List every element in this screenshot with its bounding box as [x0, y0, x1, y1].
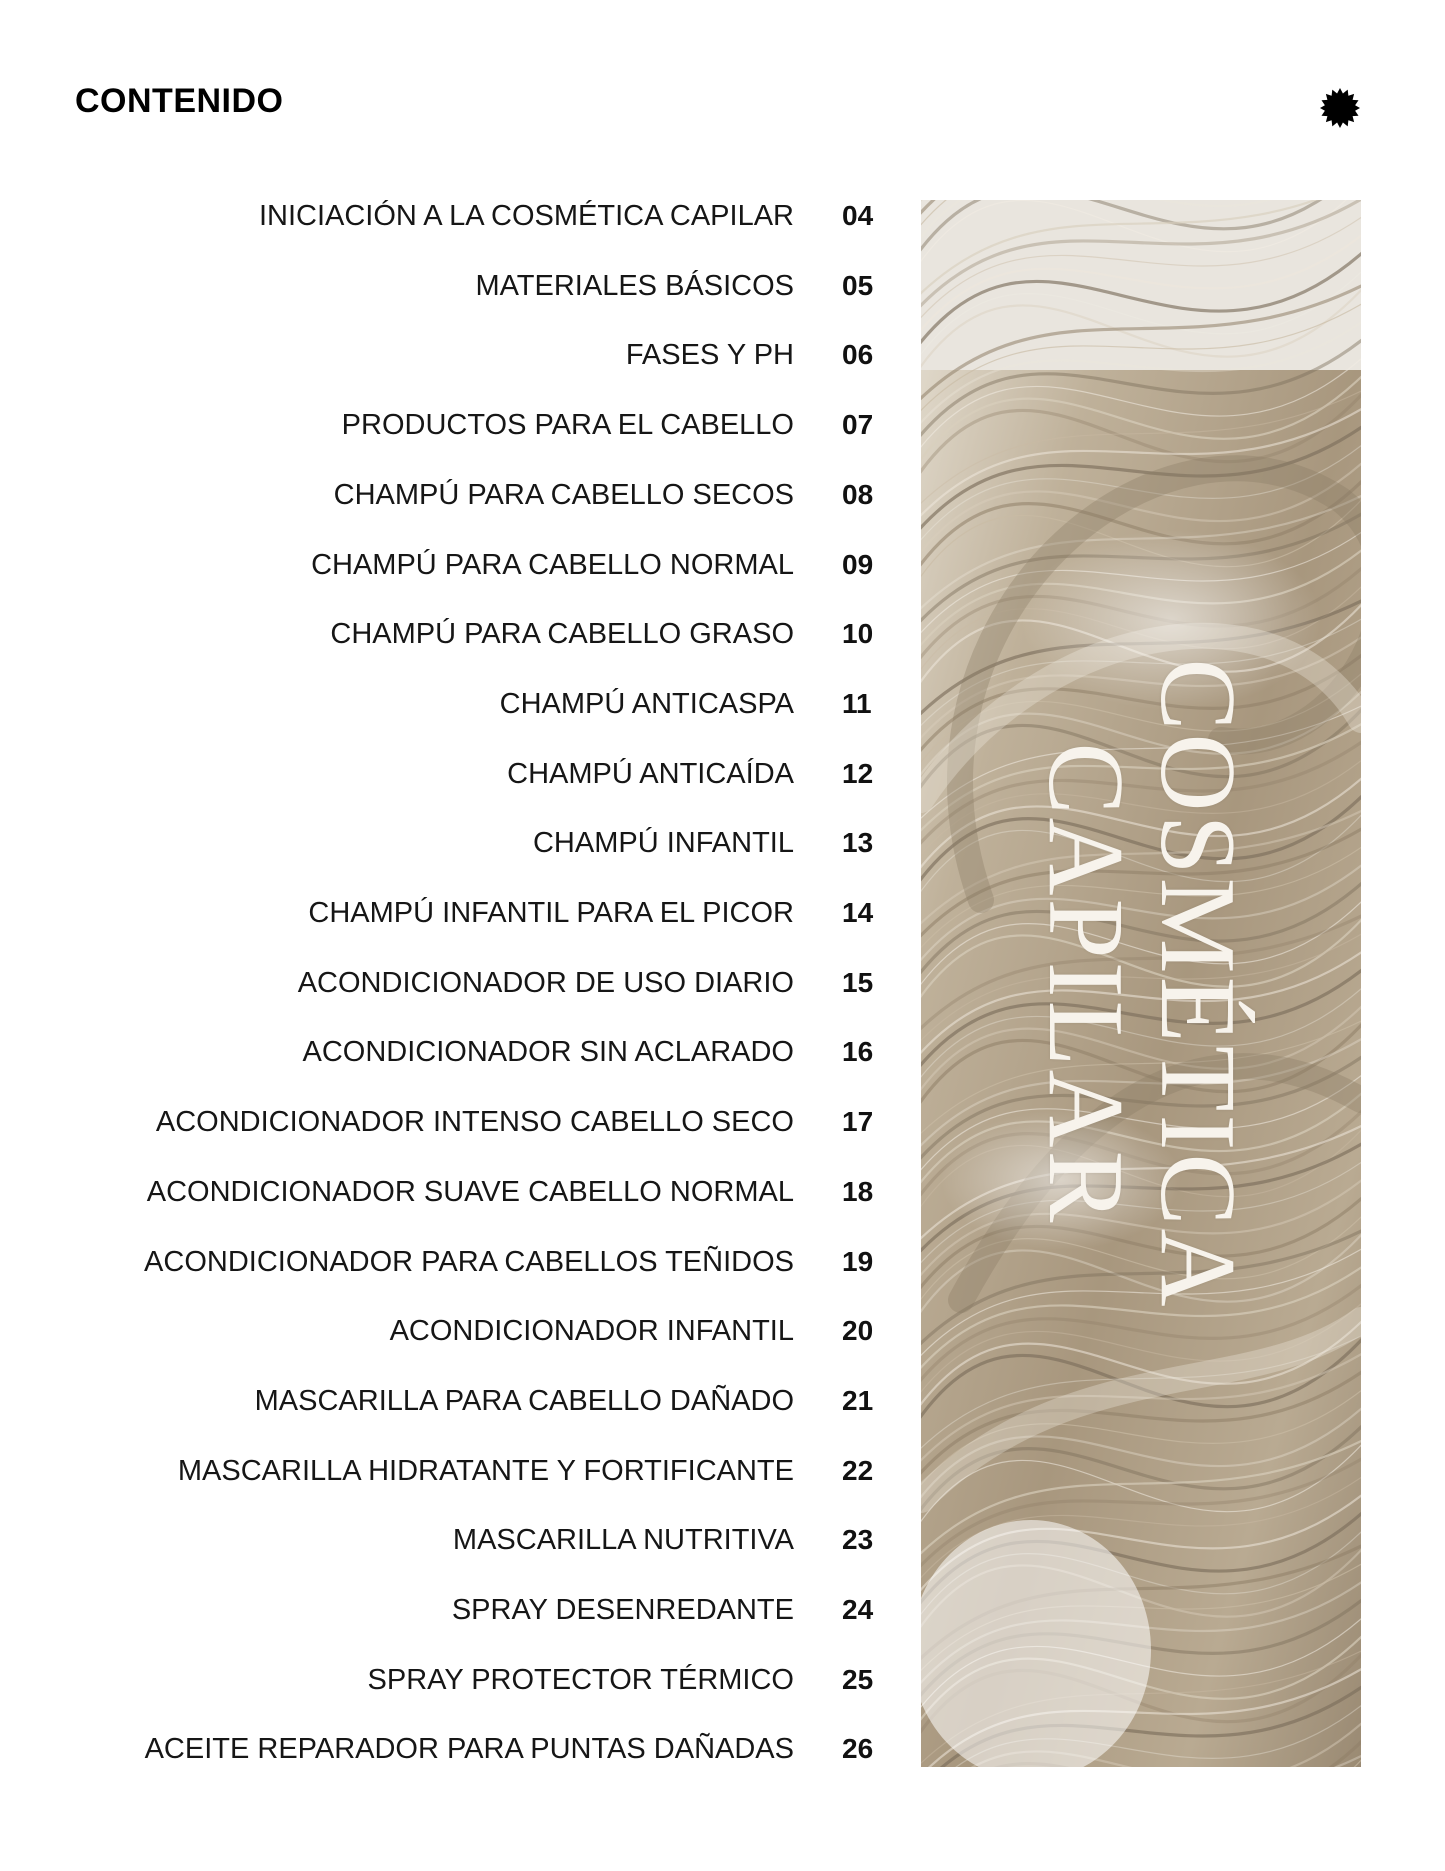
toc-entry-title: CHAMPÚ PARA CABELLO NORMAL [311, 549, 794, 581]
toc-entry-page-number: 11 [842, 688, 872, 719]
toc-entry-title: CHAMPÚ PARA CABELLO GRASO [330, 618, 794, 650]
toc-entry[interactable] [0, 1032, 900, 1072]
toc-entry-title: ACONDICIONADOR INTENSO CABELLO SECO [155, 1106, 794, 1138]
toc-entry-page-number: 21 [842, 1385, 874, 1416]
toc-entry-title: SPRAY DESENREDANTE [451, 1594, 794, 1626]
toc-entry[interactable] [0, 614, 900, 654]
toc-entry-page-number: 08 [842, 479, 874, 510]
toc-entry-title: CHAMPÚ ANTICASPA [499, 688, 794, 720]
toc-entry[interactable] [0, 335, 900, 375]
toc-entry-page-number: 06 [842, 339, 874, 370]
toc-entry-page-number: 12 [842, 758, 874, 789]
toc-entry-page-number: 07 [842, 409, 874, 440]
page-title: CONTENIDO [75, 82, 284, 120]
cover-title-line2: CAPILAR [1026, 741, 1145, 1226]
toc-entry-page-number: 10 [842, 618, 874, 649]
toc-entry[interactable] [0, 684, 900, 724]
toc-entry[interactable] [0, 405, 900, 445]
toc-entry-page-number: 17 [842, 1106, 874, 1137]
toc-entry-page-number: 23 [842, 1524, 874, 1555]
toc-entry-page-number: 13 [842, 827, 874, 858]
toc-entry[interactable] [0, 1520, 900, 1560]
toc-entry-title: MASCARILLA NUTRITIVA [452, 1524, 794, 1556]
toc-entry-title: ACONDICIONADOR SIN ACLARADO [302, 1036, 794, 1068]
toc-entry-title: ACEITE REPARADOR PARA PUNTAS DAÑADAS [144, 1733, 794, 1765]
toc-entry[interactable] [0, 475, 900, 515]
toc-entry[interactable] [0, 196, 900, 236]
toc-entry-title: ACONDICIONADOR PARA CABELLOS TEÑIDOS [144, 1246, 794, 1278]
toc-entry[interactable] [0, 1172, 900, 1212]
toc-entry-page-number: 20 [842, 1315, 874, 1346]
toc-entry-title: FASES Y PH [625, 339, 794, 371]
toc-entry[interactable] [0, 1381, 900, 1421]
hair-photo [921, 200, 1361, 1767]
toc-entry-page-number: 18 [842, 1176, 874, 1207]
toc-entry[interactable] [0, 266, 900, 306]
toc-entry[interactable] [0, 545, 900, 585]
toc-entry-page-number: 05 [842, 270, 874, 301]
toc-entry[interactable] [0, 1660, 900, 1700]
toc-entry-page-number: 15 [842, 967, 874, 998]
toc-entry[interactable] [0, 963, 900, 1003]
toc-entry-page-number: 16 [842, 1036, 874, 1067]
toc-entry-title: MASCARILLA HIDRATANTE Y FORTIFICANTE [177, 1455, 794, 1487]
toc-entry-page-number: 25 [842, 1664, 874, 1695]
toc-entry[interactable] [0, 1729, 900, 1769]
toc-entry-page-number: 19 [842, 1246, 874, 1277]
toc-entry[interactable] [0, 1242, 900, 1282]
toc-entry-title: ACONDICIONADOR SUAVE CABELLO NORMAL [146, 1176, 794, 1208]
toc-entry[interactable] [0, 754, 900, 794]
toc-entry-page-number: 04 [842, 200, 874, 231]
toc-entry-title: CHAMPÚ INFANTIL [532, 827, 794, 859]
toc-entry-title: PRODUCTOS PARA EL CABELLO [341, 409, 794, 441]
toc-entry[interactable] [0, 1311, 900, 1351]
toc-entry-title: ACONDICIONADOR DE USO DIARIO [297, 967, 794, 999]
starburst-icon [1320, 88, 1360, 128]
toc-entry-title: SPRAY PROTECTOR TÉRMICO [367, 1664, 794, 1696]
toc-entry-title: INICIACIÓN A LA COSMÉTICA CAPILAR [258, 200, 794, 232]
toc-entry-page-number: 09 [842, 549, 874, 580]
cover-title-line1: COSMÉTICA [1138, 657, 1257, 1310]
toc-entry-page-number: 24 [842, 1594, 874, 1625]
toc-entry-title: ACONDICIONADOR INFANTIL [389, 1315, 794, 1347]
cover-title [1026, 484, 1257, 1484]
toc-entry[interactable] [0, 1590, 900, 1630]
toc-entry[interactable] [0, 1451, 900, 1491]
toc-entry[interactable] [0, 823, 900, 863]
toc-entry-page-number: 26 [842, 1733, 874, 1764]
toc-entry-title: CHAMPÚ PARA CABELLO SECOS [333, 479, 794, 511]
toc-entry-page-number: 14 [842, 897, 874, 928]
toc-entry-title: CHAMPÚ INFANTIL PARA EL PICOR [308, 897, 794, 929]
toc-entry-title: MASCARILLA PARA CABELLO DAÑADO [254, 1385, 794, 1417]
toc-entry-page-number: 22 [842, 1455, 874, 1486]
toc-entry-title: CHAMPÚ ANTICAÍDA [507, 758, 794, 790]
toc-entry[interactable] [0, 893, 900, 933]
toc-entry[interactable] [0, 1102, 900, 1142]
toc-entry-title: MATERIALES BÁSICOS [475, 270, 794, 302]
